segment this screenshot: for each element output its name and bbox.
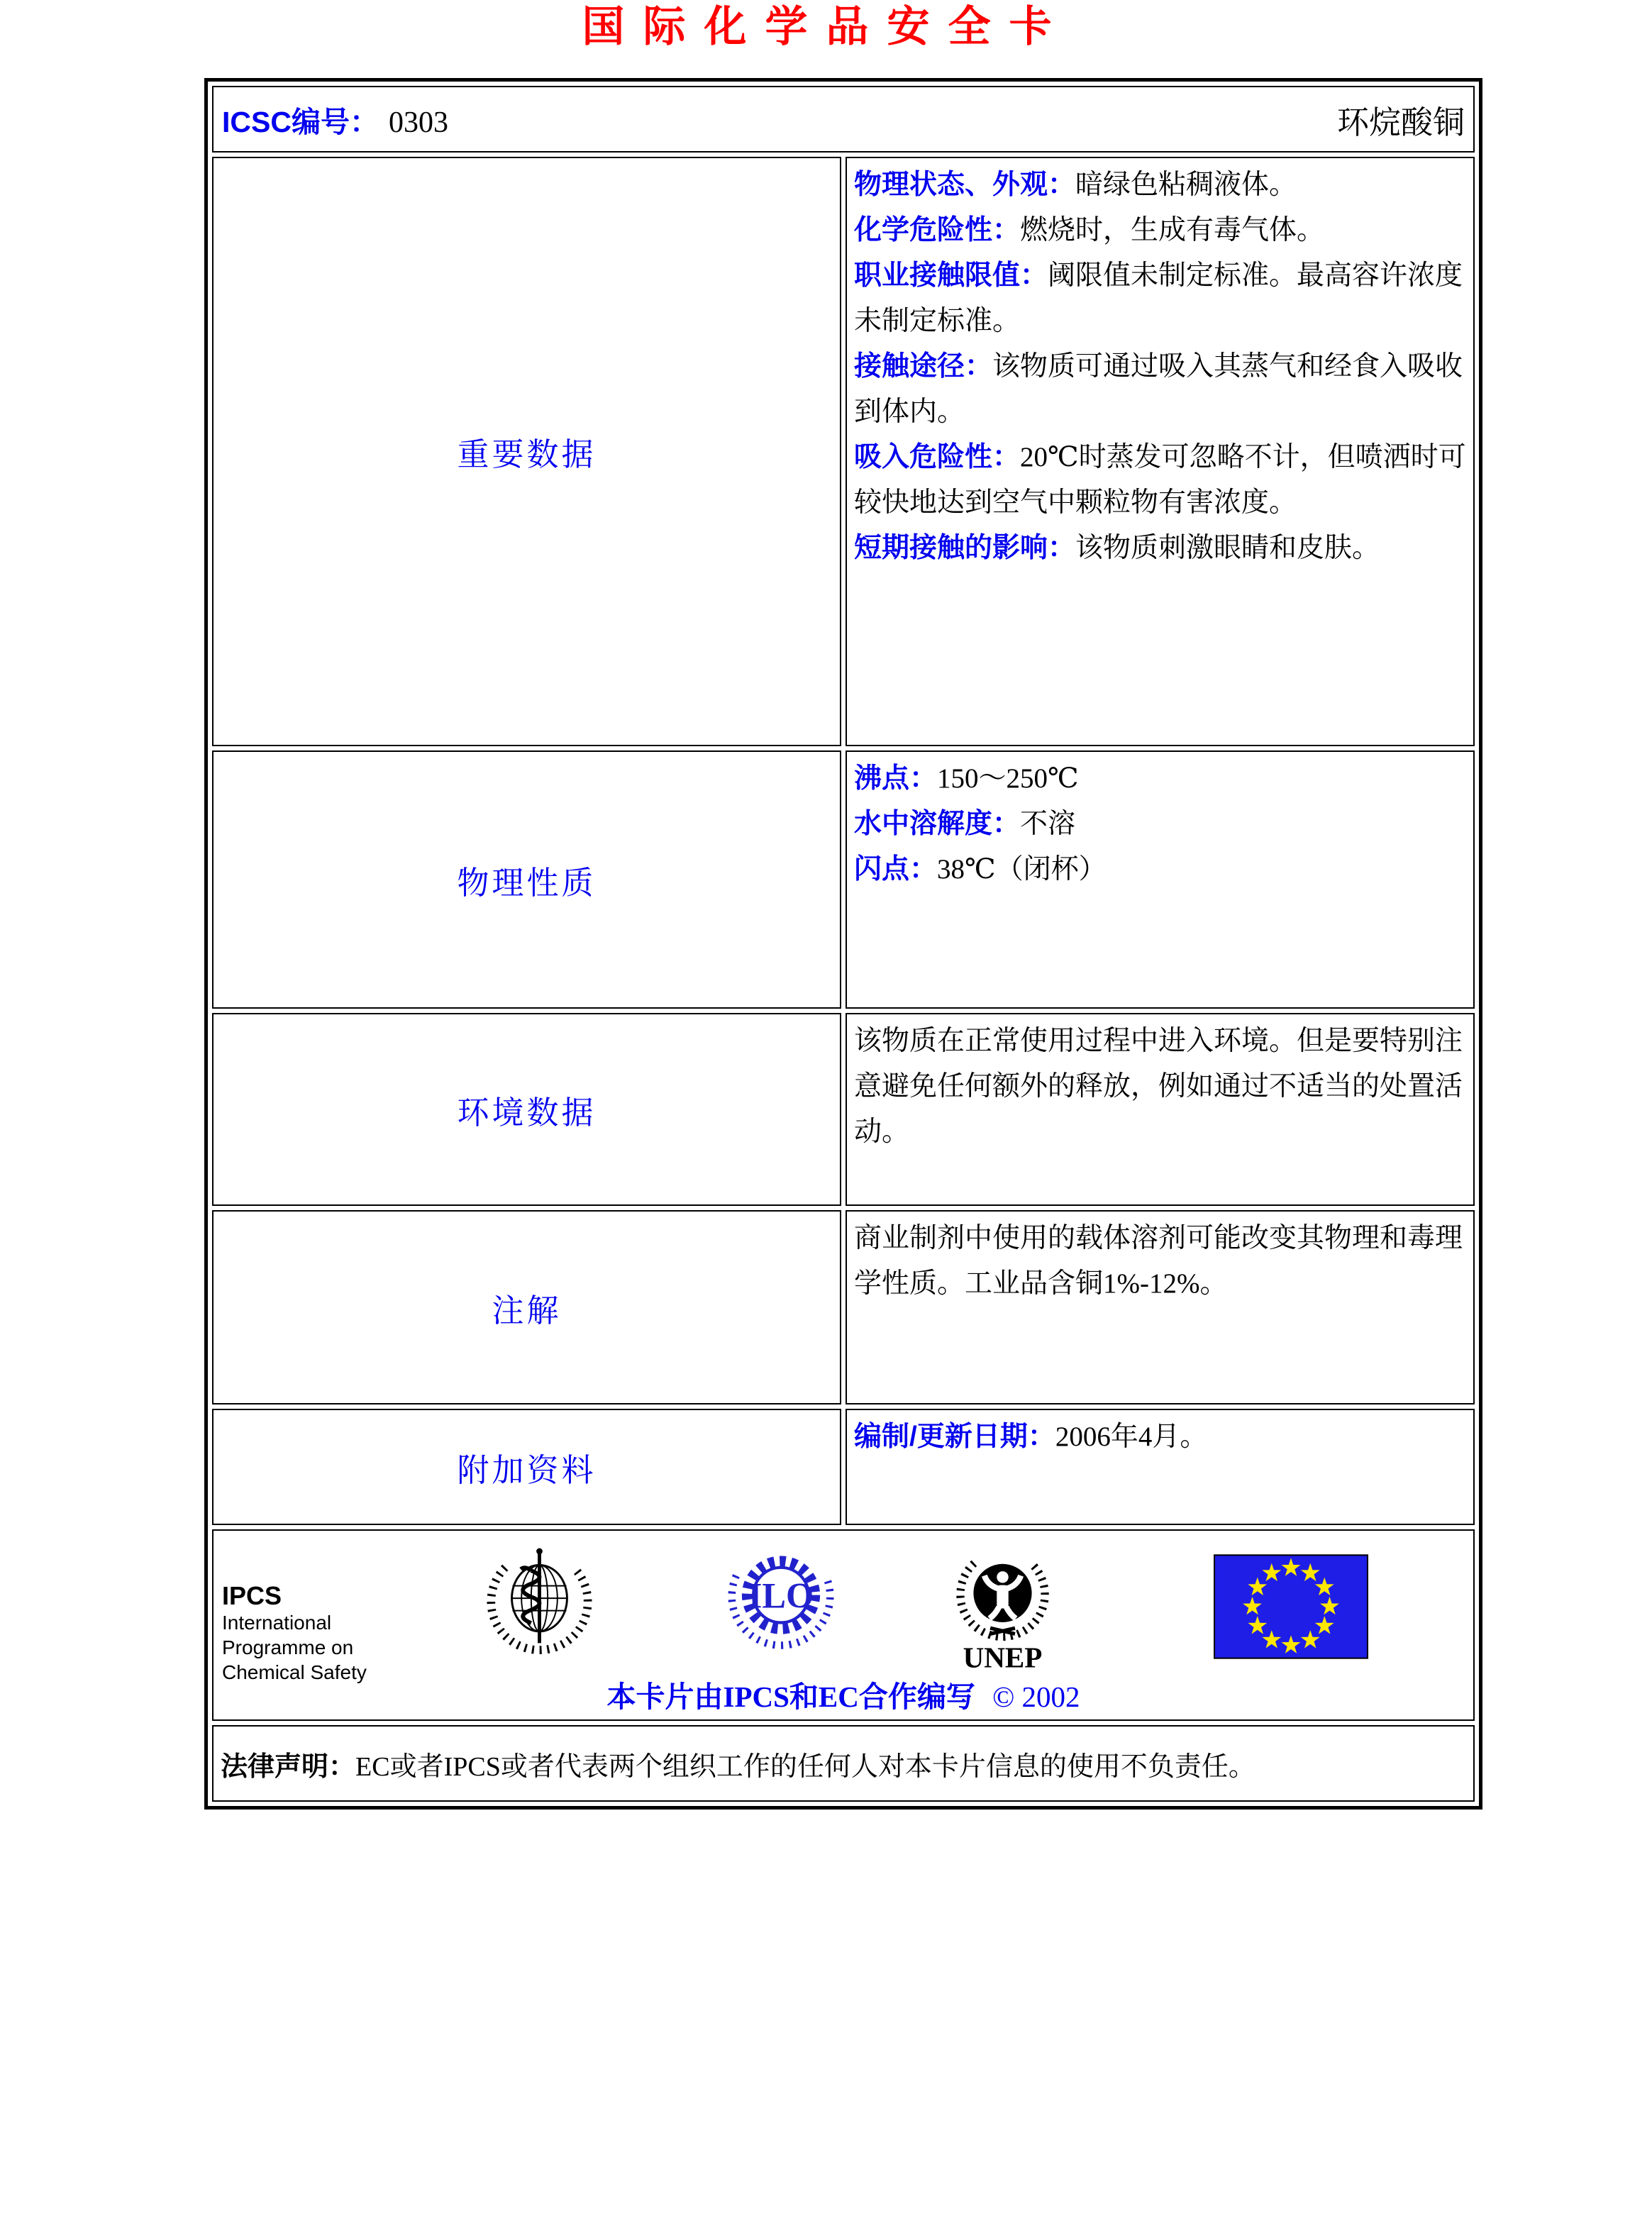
kv-line (854, 526, 1466, 571)
kv-line (854, 435, 1466, 526)
kv-line (854, 1414, 1466, 1460)
kv-key: 闪点： (854, 854, 938, 885)
kv-line (854, 253, 1466, 344)
section-row-notes (212, 1210, 1475, 1404)
ilo-logo-icon (721, 1544, 841, 1657)
kv-key: 物理状态、外观： (854, 170, 1076, 200)
kv-key: 短期接触的影响： (854, 533, 1076, 563)
legal-cell (212, 1725, 1475, 1802)
kv-key: 沸点： (854, 763, 938, 794)
section-content-additional (846, 1409, 1475, 1525)
section-content-notes (846, 1210, 1475, 1404)
section-row-additional (212, 1409, 1475, 1525)
section-content-important (846, 157, 1475, 746)
kv-line (854, 756, 1466, 802)
section-label-additional: 附加资料 (212, 1409, 841, 1525)
ipcs-line: Programme on (222, 1636, 354, 1658)
legal-row (212, 1725, 1475, 1802)
kv-key: 水中溶解度： (854, 809, 1021, 839)
kv-line (854, 344, 1466, 435)
kv-value: 阈限值未制定标准。最高容许浓度未制定标准。 (854, 260, 1463, 336)
section-label-physical: 物理性质 (212, 750, 841, 1009)
page-title: 国际化学品安全卡 (582, 3, 1070, 50)
unep-caption: UNEP (963, 1641, 1043, 1674)
ipcs-line: Chemical Safety (222, 1661, 367, 1683)
section-row-physical (212, 750, 1475, 1009)
kv-value: 38℃（闭杯） (937, 854, 1107, 885)
kv-line (854, 802, 1466, 847)
section-content-environment (846, 1013, 1475, 1206)
kv-line (854, 847, 1466, 892)
ipcs-acronym: IPCS (222, 1581, 282, 1610)
kv-key: 编制/更新日期： (854, 1422, 1055, 1452)
icsc-number-group (222, 99, 448, 140)
section-row-important (212, 157, 1475, 746)
unep-logo-icon (948, 1542, 1058, 1677)
kv-value: 150～250℃ (937, 763, 1079, 794)
ipcs-block (222, 1582, 367, 1685)
header-row (212, 86, 1475, 153)
kv-key: 化学危险性： (854, 215, 1021, 245)
kv-value: 暗绿色粘稠液体。 (1075, 170, 1297, 200)
section-label-environment: 环境数据 (212, 1013, 841, 1206)
kv-value: 不溶 (1020, 809, 1076, 839)
eu-flag-icon (1214, 1554, 1368, 1659)
kv-value: 燃烧时，生成有毒气体。 (1020, 215, 1325, 245)
kv-value: 2006年4月。 (1055, 1422, 1208, 1452)
icsc-number-label: ICSC编号： (222, 105, 379, 138)
icsc-number-value: 0303 (388, 106, 448, 139)
section-text: 该物质在正常使用过程中进入环境。但是要特别注意避免任何额外的释放，例如通过不适当的处置活动。 (854, 1026, 1463, 1147)
credit-line (214, 1673, 1473, 1715)
kv-key: 吸入危险性： (854, 442, 1021, 472)
chemical-name: 环烷酸铜 (1336, 104, 1465, 140)
kv-value: 该物质刺激眼睛和皮肤。 (1075, 533, 1380, 563)
kv-line (854, 162, 1466, 208)
header-cell (212, 86, 1475, 153)
who-logo-icon (474, 1538, 605, 1666)
section-label-important: 重要数据 (212, 157, 841, 746)
legal-text: EC或者IPCS或者代表两个组织工作的任何人对本卡片信息的使用不负责任。 (355, 1751, 1255, 1782)
kv-value: 该物质可通过吸入其蒸气和经食入吸收到体内。 (854, 351, 1463, 427)
kv-key: 职业接触限值： (854, 260, 1048, 291)
logos-cell (212, 1529, 1475, 1721)
kv-key: 接触途径： (854, 351, 993, 382)
section-row-environment (212, 1013, 1475, 1206)
kv-value: 20℃时蒸发可忽略不计，但喷洒时可较快地达到空气中颗粒物有害浓度。 (854, 442, 1466, 518)
section-label-notes: 注解 (212, 1210, 841, 1404)
ilo-monogram: ILO (748, 1575, 814, 1616)
credit-text: 本卡片由IPCS和EC合作编写 (606, 1680, 975, 1713)
kv-line (854, 208, 1466, 253)
legal-label: 法律声明： (221, 1751, 356, 1782)
copyright-text: © 2002 (992, 1680, 1080, 1713)
icsc-table (204, 78, 1482, 1810)
section-text: 商业制剂中使用的载体溶剂可能改变其物理和毒理学性质。工业品含铜1%-12%。 (854, 1223, 1463, 1299)
section-content-physical (846, 750, 1475, 1009)
ipcs-line: International (222, 1612, 332, 1634)
logos-row (212, 1529, 1475, 1721)
